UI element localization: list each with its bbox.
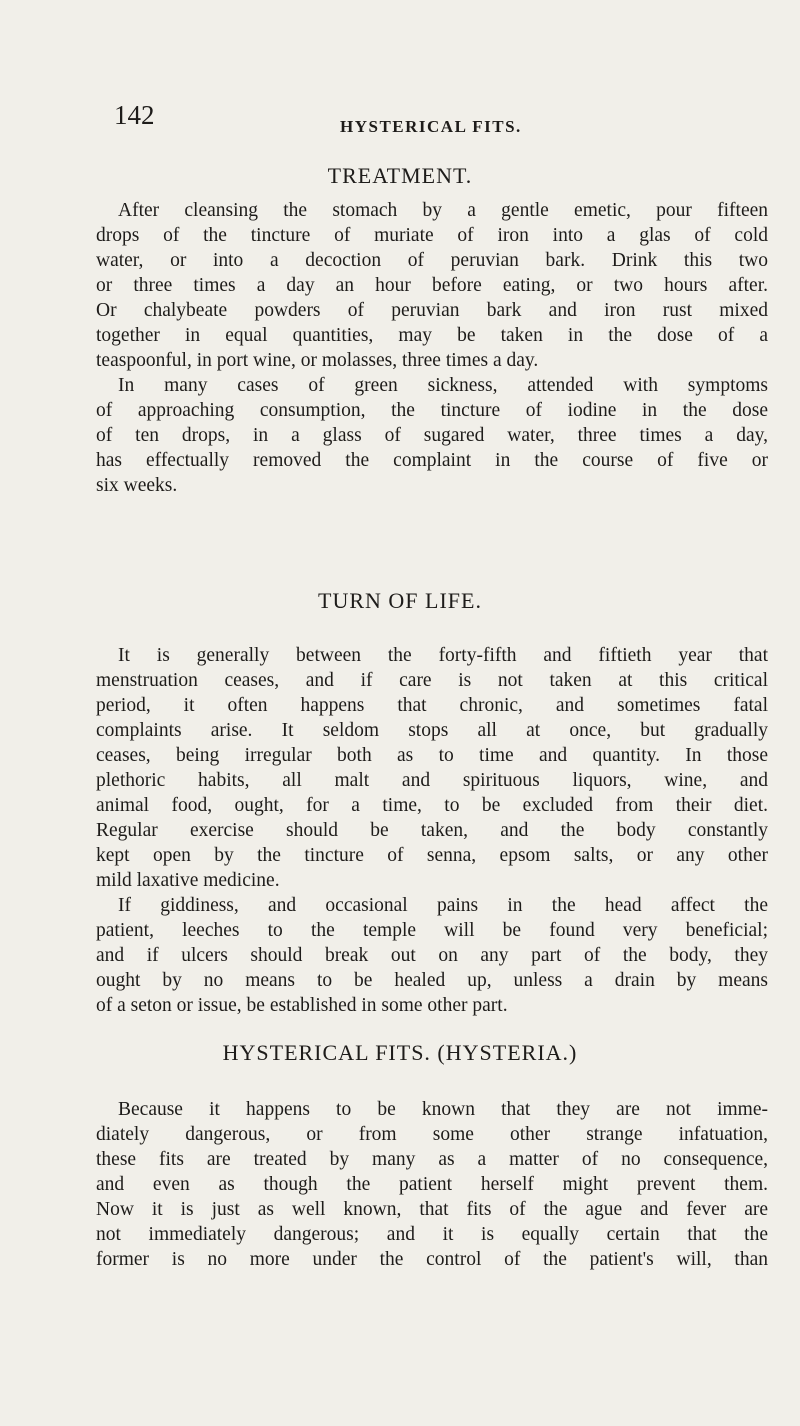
text-line: and even as though the patient herself might prevent them. <box>96 1174 768 1195</box>
section-heading-hysterical-fits: HYSTERICAL FITS. (HYSTERIA.) <box>222 1040 578 1065</box>
text-line: Now it is just as well known, that fits of the ague and fever are <box>96 1199 768 1220</box>
text-line: these fits are treated by many as a matter of no consequence, <box>96 1149 768 1170</box>
text-line: Or chalybeate powders of peruvian bark and iron rust mixed <box>96 300 768 321</box>
text-line: Because it happens to be known that they are not imme- <box>118 1099 768 1120</box>
text-line: Regular exercise should be taken, and the body constantly <box>96 820 768 841</box>
text-line: water, or into a decoction of peruvian bark. Drink this two <box>96 250 768 271</box>
section-heading-treatment: TREATMENT. <box>327 163 473 188</box>
paragraph <box>96 893 768 1018</box>
text-line: animal food, ought, for a time, to be excluded from their diet. <box>96 795 768 816</box>
running-head: HYSTERICAL FITS. <box>340 117 522 136</box>
text-line: menstruation ceases, and if care is not taken at this critical <box>96 670 768 691</box>
text-line: or three times a day an hour before eating, or two hours after. <box>96 275 768 296</box>
text-line: together in equal quantities, may be taken in the dose of a <box>96 325 768 346</box>
text-line: of approaching consumption, the tincture of iodine in the dose <box>96 400 768 421</box>
text-line: former is no more under the control of the patient's will, than <box>96 1249 768 1270</box>
text-line: of a seton or issue, be established in some other part. <box>96 995 508 1016</box>
text-line: plethoric habits, all malt and spirituous liquors, wine, and <box>96 770 768 791</box>
text-line: After cleansing the stomach by a gentle emetic, pour fifteen <box>118 200 768 221</box>
text-line: not immediately dangerous; and it is equally certain that the <box>96 1224 768 1245</box>
text-line: ceases, being irregular both as to time and quantity. In those <box>96 745 768 766</box>
paragraph <box>96 198 768 373</box>
text-line: It is generally between the forty-fifth and fiftieth year that <box>118 645 768 666</box>
page-number: 142 <box>114 100 155 130</box>
paragraph <box>96 1097 768 1272</box>
text-line: In many cases of green sickness, attended with symptoms <box>118 375 768 396</box>
text-line: period, it often happens that chronic, and sometimes fatal <box>96 695 768 716</box>
text-line: of ten drops, in a glass of sugared water, three times a day, <box>96 425 768 446</box>
text-line: complaints arise. It seldom stops all at once, but gradually <box>96 720 768 741</box>
paragraph <box>96 373 768 498</box>
text-line: ought by no means to be healed up, unless a drain by means <box>96 970 768 991</box>
text-line: patient, leeches to the temple will be found very beneficial; <box>96 920 768 941</box>
section-heading-turn-of-life: TURN OF LIFE. <box>318 588 482 613</box>
text-line: kept open by the tincture of senna, epsom salts, or any other <box>96 845 768 866</box>
text-line: has effectually removed the complaint in the course of five or <box>96 450 768 471</box>
text-line: mild laxative medicine. <box>96 870 280 891</box>
text-line: diately dangerous, or from some other strange infatuation, <box>96 1124 768 1145</box>
text-line: and if ulcers should break out on any part of the body, they <box>96 945 768 966</box>
text-line: If giddiness, and occasional pains in the head affect the <box>118 895 768 916</box>
paragraph <box>96 643 768 893</box>
text-line: teaspoonful, in port wine, or molasses, three times a day. <box>96 350 539 371</box>
text-line: drops of the tincture of muriate of iron into a glas of cold <box>96 225 768 246</box>
text-line: six weeks. <box>96 475 178 496</box>
